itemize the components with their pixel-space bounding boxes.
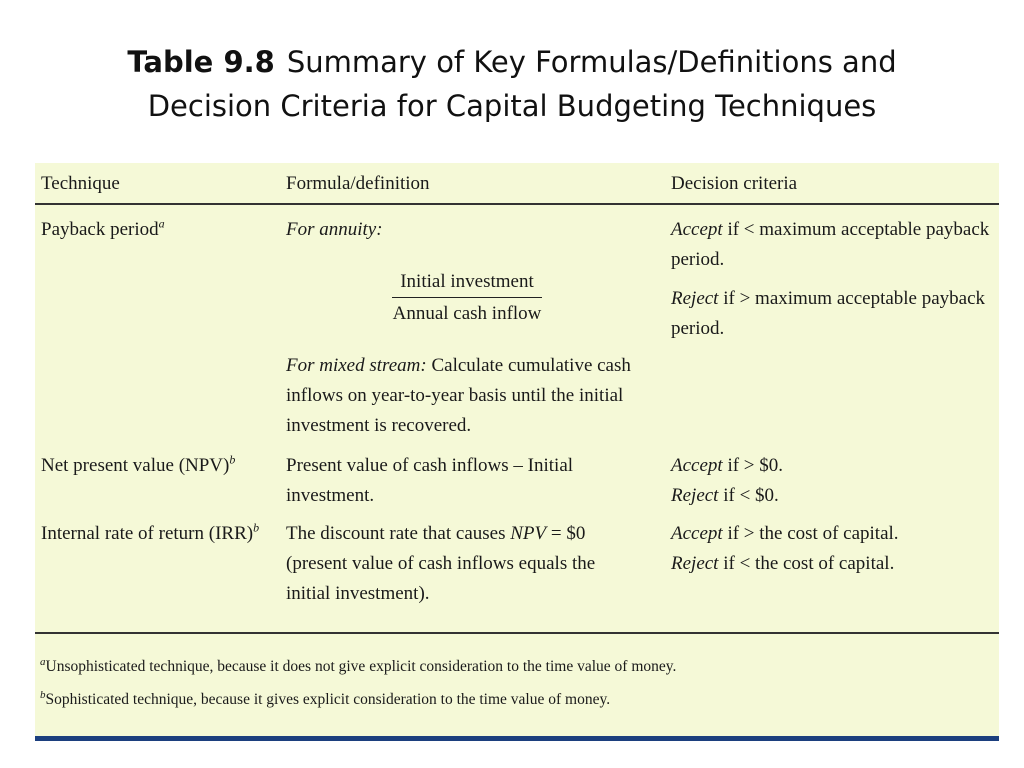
mixed-line-1-text: Calculate cumulative cash xyxy=(426,355,631,376)
reject-word: Reject xyxy=(671,553,719,574)
reject-word: Reject xyxy=(671,485,719,506)
irr-criteria xyxy=(671,519,899,579)
footnote-ref-a: a xyxy=(158,216,165,231)
accept-word: Accept xyxy=(671,219,723,240)
payback-criteria xyxy=(671,215,989,344)
payback-accept xyxy=(671,215,989,245)
table-panel xyxy=(35,163,999,741)
title-text-1: Summary of Key Formulas/Definitions and xyxy=(286,45,897,79)
technique-payback xyxy=(41,215,165,245)
mixed-line-3: investment is recovered. xyxy=(286,415,472,436)
npv-symbol: NPV xyxy=(510,523,547,544)
npv-accept-text: if > $0. xyxy=(722,455,784,476)
footnote-ref-b: b xyxy=(253,520,260,535)
npv-reject-text: if < $0. xyxy=(718,485,779,506)
technique-npv-label: Net present value (NPV) xyxy=(41,455,230,476)
irr-formula xyxy=(286,519,595,609)
mixed-line-1 xyxy=(286,351,631,381)
irr-accept-text: if > the cost of capital. xyxy=(722,523,899,544)
irr-formula-line-2: (present value of cash inflows equals the xyxy=(286,553,596,574)
title-line-1 xyxy=(0,40,1024,84)
technique-npv xyxy=(41,451,235,481)
fraction-denominator: Annual cash inflow xyxy=(392,303,542,324)
npv-formula-line-1: Present value of cash inflows – Initial xyxy=(286,455,574,476)
payback-fraction xyxy=(392,267,542,330)
npv-criteria xyxy=(671,451,783,511)
reject-word: Reject xyxy=(671,288,719,309)
table-bottom-rule xyxy=(35,632,999,634)
footnote-b xyxy=(40,689,610,711)
mixed-stream-text xyxy=(286,351,631,441)
annuity-label: For annuity: xyxy=(286,219,383,240)
accept-word: Accept xyxy=(671,455,723,476)
header-formula: Formula/definition xyxy=(286,173,430,194)
footnote-b-mark: b xyxy=(40,688,46,701)
title-line-2: Decision Criteria for Capital Budgeting Techniques xyxy=(147,89,877,123)
footnote-ref-b: b xyxy=(229,452,236,467)
payback-reject-cont: period. xyxy=(671,318,725,339)
irr-formula-text: The discount rate that causes xyxy=(286,523,511,544)
irr-formula-line-1 xyxy=(286,519,595,549)
npv-formula xyxy=(286,451,573,511)
technique-payback-label: Payback period xyxy=(41,219,159,240)
payback-accept-cont: period. xyxy=(671,249,725,270)
irr-accept xyxy=(671,519,899,549)
payback-accept-text: if < maximum acceptable payback xyxy=(722,219,990,240)
payback-reject xyxy=(671,284,989,314)
irr-reject xyxy=(671,549,899,579)
footnote-a-text: Unsophisticated technique, because it does not give explicit consideration to the time value of money. xyxy=(45,658,677,675)
accept-word: Accept xyxy=(671,523,723,544)
irr-formula-equals: = $0 xyxy=(546,523,586,544)
payback-reject-text: if > maximum acceptable payback xyxy=(718,288,986,309)
npv-formula-line-2: investment. xyxy=(286,485,375,506)
fraction-numerator: Initial investment xyxy=(392,267,542,298)
technique-irr xyxy=(41,519,259,549)
npv-accept xyxy=(671,451,783,481)
mixed-line-2: inflows on year-to-year basis until the initial xyxy=(286,385,624,406)
irr-formula-line-3: initial investment). xyxy=(286,583,430,604)
technique-irr-label: Internal rate of return (IRR) xyxy=(41,523,254,544)
irr-reject-text: if < the cost of capital. xyxy=(718,553,895,574)
slide-title xyxy=(0,40,1024,128)
footnote-b-text: Sophisticated technique, because it gives explicit consideration to the time value of money. xyxy=(45,691,611,708)
header-technique: Technique xyxy=(41,173,120,194)
footnote-a xyxy=(40,656,676,678)
mixed-label: For mixed stream: xyxy=(286,355,427,376)
table-number: Table 9.8 xyxy=(127,45,275,79)
npv-reject xyxy=(671,481,783,511)
footnote-a-mark: a xyxy=(40,655,46,668)
header-rule xyxy=(35,203,999,205)
header-criteria: Decision criteria xyxy=(671,173,798,194)
